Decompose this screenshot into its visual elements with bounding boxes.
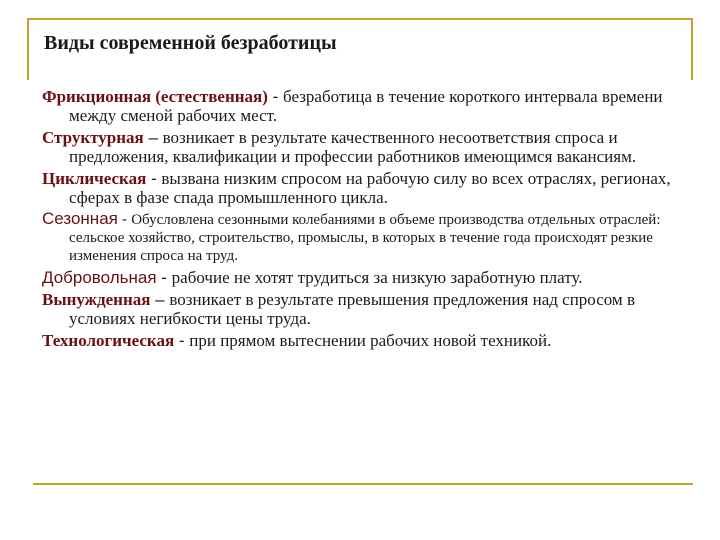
- term-technological: Технологическая: [42, 331, 175, 350]
- frame-top-line: [27, 18, 693, 20]
- definition-voluntary: рабочие не хотят трудиться за низкую заработную плату.: [171, 268, 583, 287]
- term-cyclical: Циклическая: [42, 169, 147, 188]
- frame-right-line: [691, 18, 693, 80]
- item-frictional: Фрикционная (естественная) - безработица в течение короткого интервала времени между сменой рабочих мест.: [42, 87, 663, 125]
- frame-bottom-line: [33, 483, 693, 485]
- term-seasonal: Сезонная: [42, 209, 118, 228]
- slide-title: Виды современной безработицы: [44, 32, 337, 54]
- term-voluntary: Добровольная: [42, 268, 157, 287]
- item-voluntary: Добровольная - рабочие не хотят трудиться за низкую заработную плату.: [42, 268, 583, 287]
- definition-cyclical: вызвана низким спросом на рабочую силу во всех отраслях, регионах, сферах в фазе спада промышленного цикла.: [69, 169, 671, 207]
- item-cyclical: Циклическая - вызвана низким спросом на рабочую силу во всех отраслях, регионах, сферах в фазе спада промышленного цикла.: [42, 169, 671, 207]
- item-seasonal: Сезонная - Обусловлена сезонными колебаниями в объеме производства отдельных отраслей: сельское хозяйство, строительство, промыслы, в которых в течение года происходят резкие изменения спроса на труд.: [42, 209, 661, 264]
- term-structural: Структурная: [42, 128, 144, 147]
- definition-frictional: безработица в течение короткого интервала времени между сменой рабочих мест.: [69, 87, 663, 125]
- term-frictional: Фрикционная (естественная): [42, 87, 268, 106]
- unemployment-types-list: [42, 87, 702, 353]
- definition-structural: возникает в результате качественного несоответствия спроса и предложения, квалификации и профессии работников имеющимся вакансиям.: [69, 128, 637, 166]
- term-forced: Вынужденная: [42, 290, 151, 309]
- item-structural: Структурная – возникает в результате качественного несоответствия спроса и предложения, квалификации и профессии работников имеющимся вакансиям.: [42, 128, 637, 166]
- definition-seasonal: Обусловлена сезонными колебаниями в объеме производства отдельных отраслей: сельское хозяйство, строительство, промыслы, в которых в течение года происходят резкие изменения спроса на труд.: [69, 212, 661, 264]
- frame-left-line: [27, 18, 29, 80]
- definition-technological: при прямом вытеснении рабочих новой техникой.: [189, 331, 552, 350]
- item-technological: Технологическая - при прямом вытеснении рабочих новой техникой.: [42, 331, 552, 350]
- item-forced: Вынужденная – возникает в результате превышения предложения над спросом в условиях негибкости цены труда.: [42, 290, 635, 328]
- definition-forced: возникает в результате превышения предложения над спросом в условиях негибкости цены труда.: [69, 290, 635, 328]
